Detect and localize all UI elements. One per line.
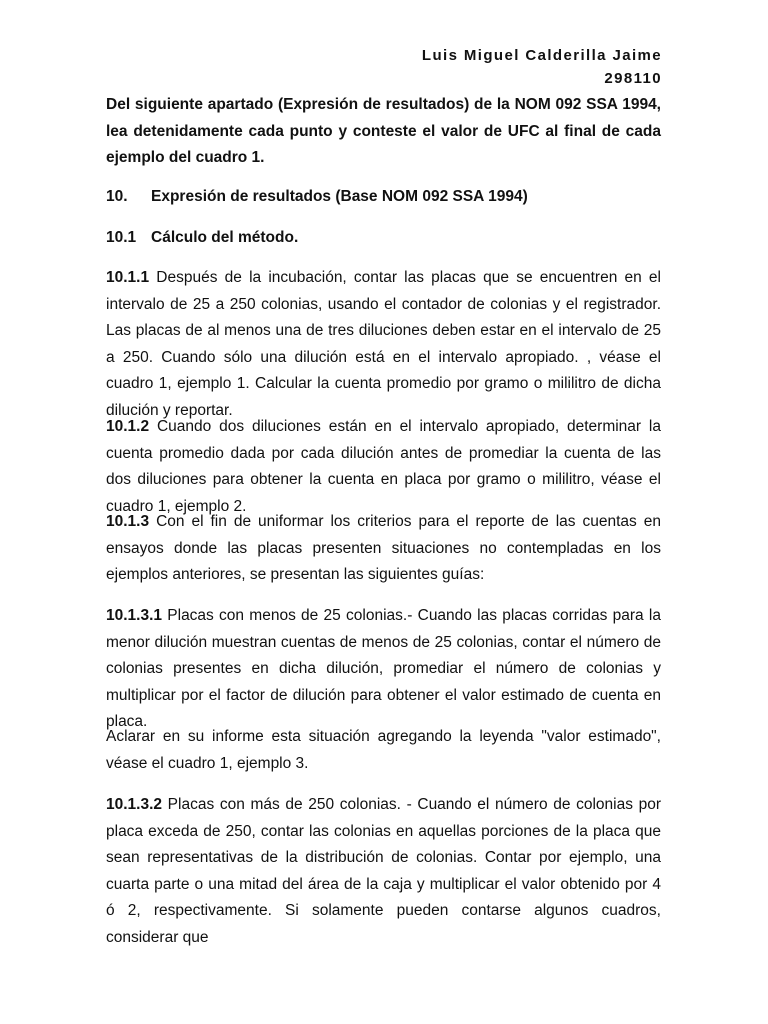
paragraph-number: 10.1.2 <box>106 418 150 435</box>
section-10-1-heading <box>106 229 298 247</box>
paragraph-number: 10.1.1 <box>106 269 150 286</box>
paragraph-aclarar: Aclarar en su informe esta situación agregando la leyenda "valor estimado", véase el cuadro 1, ejemplo 3. <box>106 728 661 772</box>
paragraph-text: Cuando dos diluciones están en el intervalo apropiado, determinar la cuenta promedio dada por cada dilución antes de promediar la cuenta de las dos diluciones para obtener la cuenta en placa por gramo o mililitro, véase el cuadro 1, ejemplo 2. <box>106 418 661 515</box>
section-10-heading <box>106 188 528 206</box>
paragraph-10-1-3-1 <box>106 603 661 736</box>
author-id: 298110 <box>604 70 662 87</box>
paragraph-text: Después de la incubación, contar las placas que se encuentren en el intervalo de 25 a 250 colonias, usando el contador de colonias y el registrador. Las placas de al menos una de tres diluciones deben estar en el intervalo de 25 a 250. Cuando sólo una dilución está en el intervalo apropiado. , véase el cuadro 1, ejemplo 1. Calcular la cuenta promedio por gramo o mililitro de dicha dilución y reportar. <box>106 269 661 419</box>
paragraph-10-1-1 <box>106 265 661 424</box>
section-number: 10.1 <box>106 229 137 246</box>
section-title: Expresión de resultados (Base NOM 092 SSA 1994) <box>151 188 528 205</box>
paragraph-number: 10.1.3 <box>106 513 150 530</box>
paragraph-text: Con el fin de uniformar los criterios para el reporte de las cuentas en ensayos donde las placas presenten situaciones no contempladas en los ejemplos anteriores, se presentan las siguientes guías: <box>106 513 661 583</box>
section-title: Cálculo del método. <box>151 229 299 246</box>
author-name: Luis Miguel Calderilla Jaime <box>421 47 662 64</box>
paragraph-10-1-2 <box>106 414 661 520</box>
paragraph-number: 10.1.3.1 <box>106 607 163 624</box>
paragraph-text: Placas con más de 250 colonias. - Cuando el número de colonias por placa exceda de 250, contar las colonias en aquellas porciones de la placa que sean representativas de la distribución de colonias. Contar por ejemplo, una cuarta parte o una mitad del área de la caja y multiplicar el valor obtenido por 4 ó 2, respectivamente. Si solamente pueden contarse algunos cuadros, considerar que <box>106 796 661 946</box>
paragraph-number: 10.1.3.2 <box>106 796 163 813</box>
paragraph-10-1-3-2 <box>106 792 661 951</box>
section-number: 10. <box>106 188 128 205</box>
paragraph-10-1-3 <box>106 509 661 589</box>
intro-paragraph: Del siguiente apartado (Expresión de resultados) de la NOM 092 SSA 1994, lea detenidamente cada punto y conteste el valor de UFC al final de cada ejemplo del cuadro 1. <box>106 96 661 166</box>
paragraph-text: Placas con menos de 25 colonias.- Cuando las placas corridas para la menor dilución muestran cuentas de menos de 25 colonias, contar el número de colonias presentes en dicha dilución, promediar el número de colonias y multiplicar por el factor de dilución para obtener el valor estimado de cuenta en placa. <box>106 607 661 730</box>
